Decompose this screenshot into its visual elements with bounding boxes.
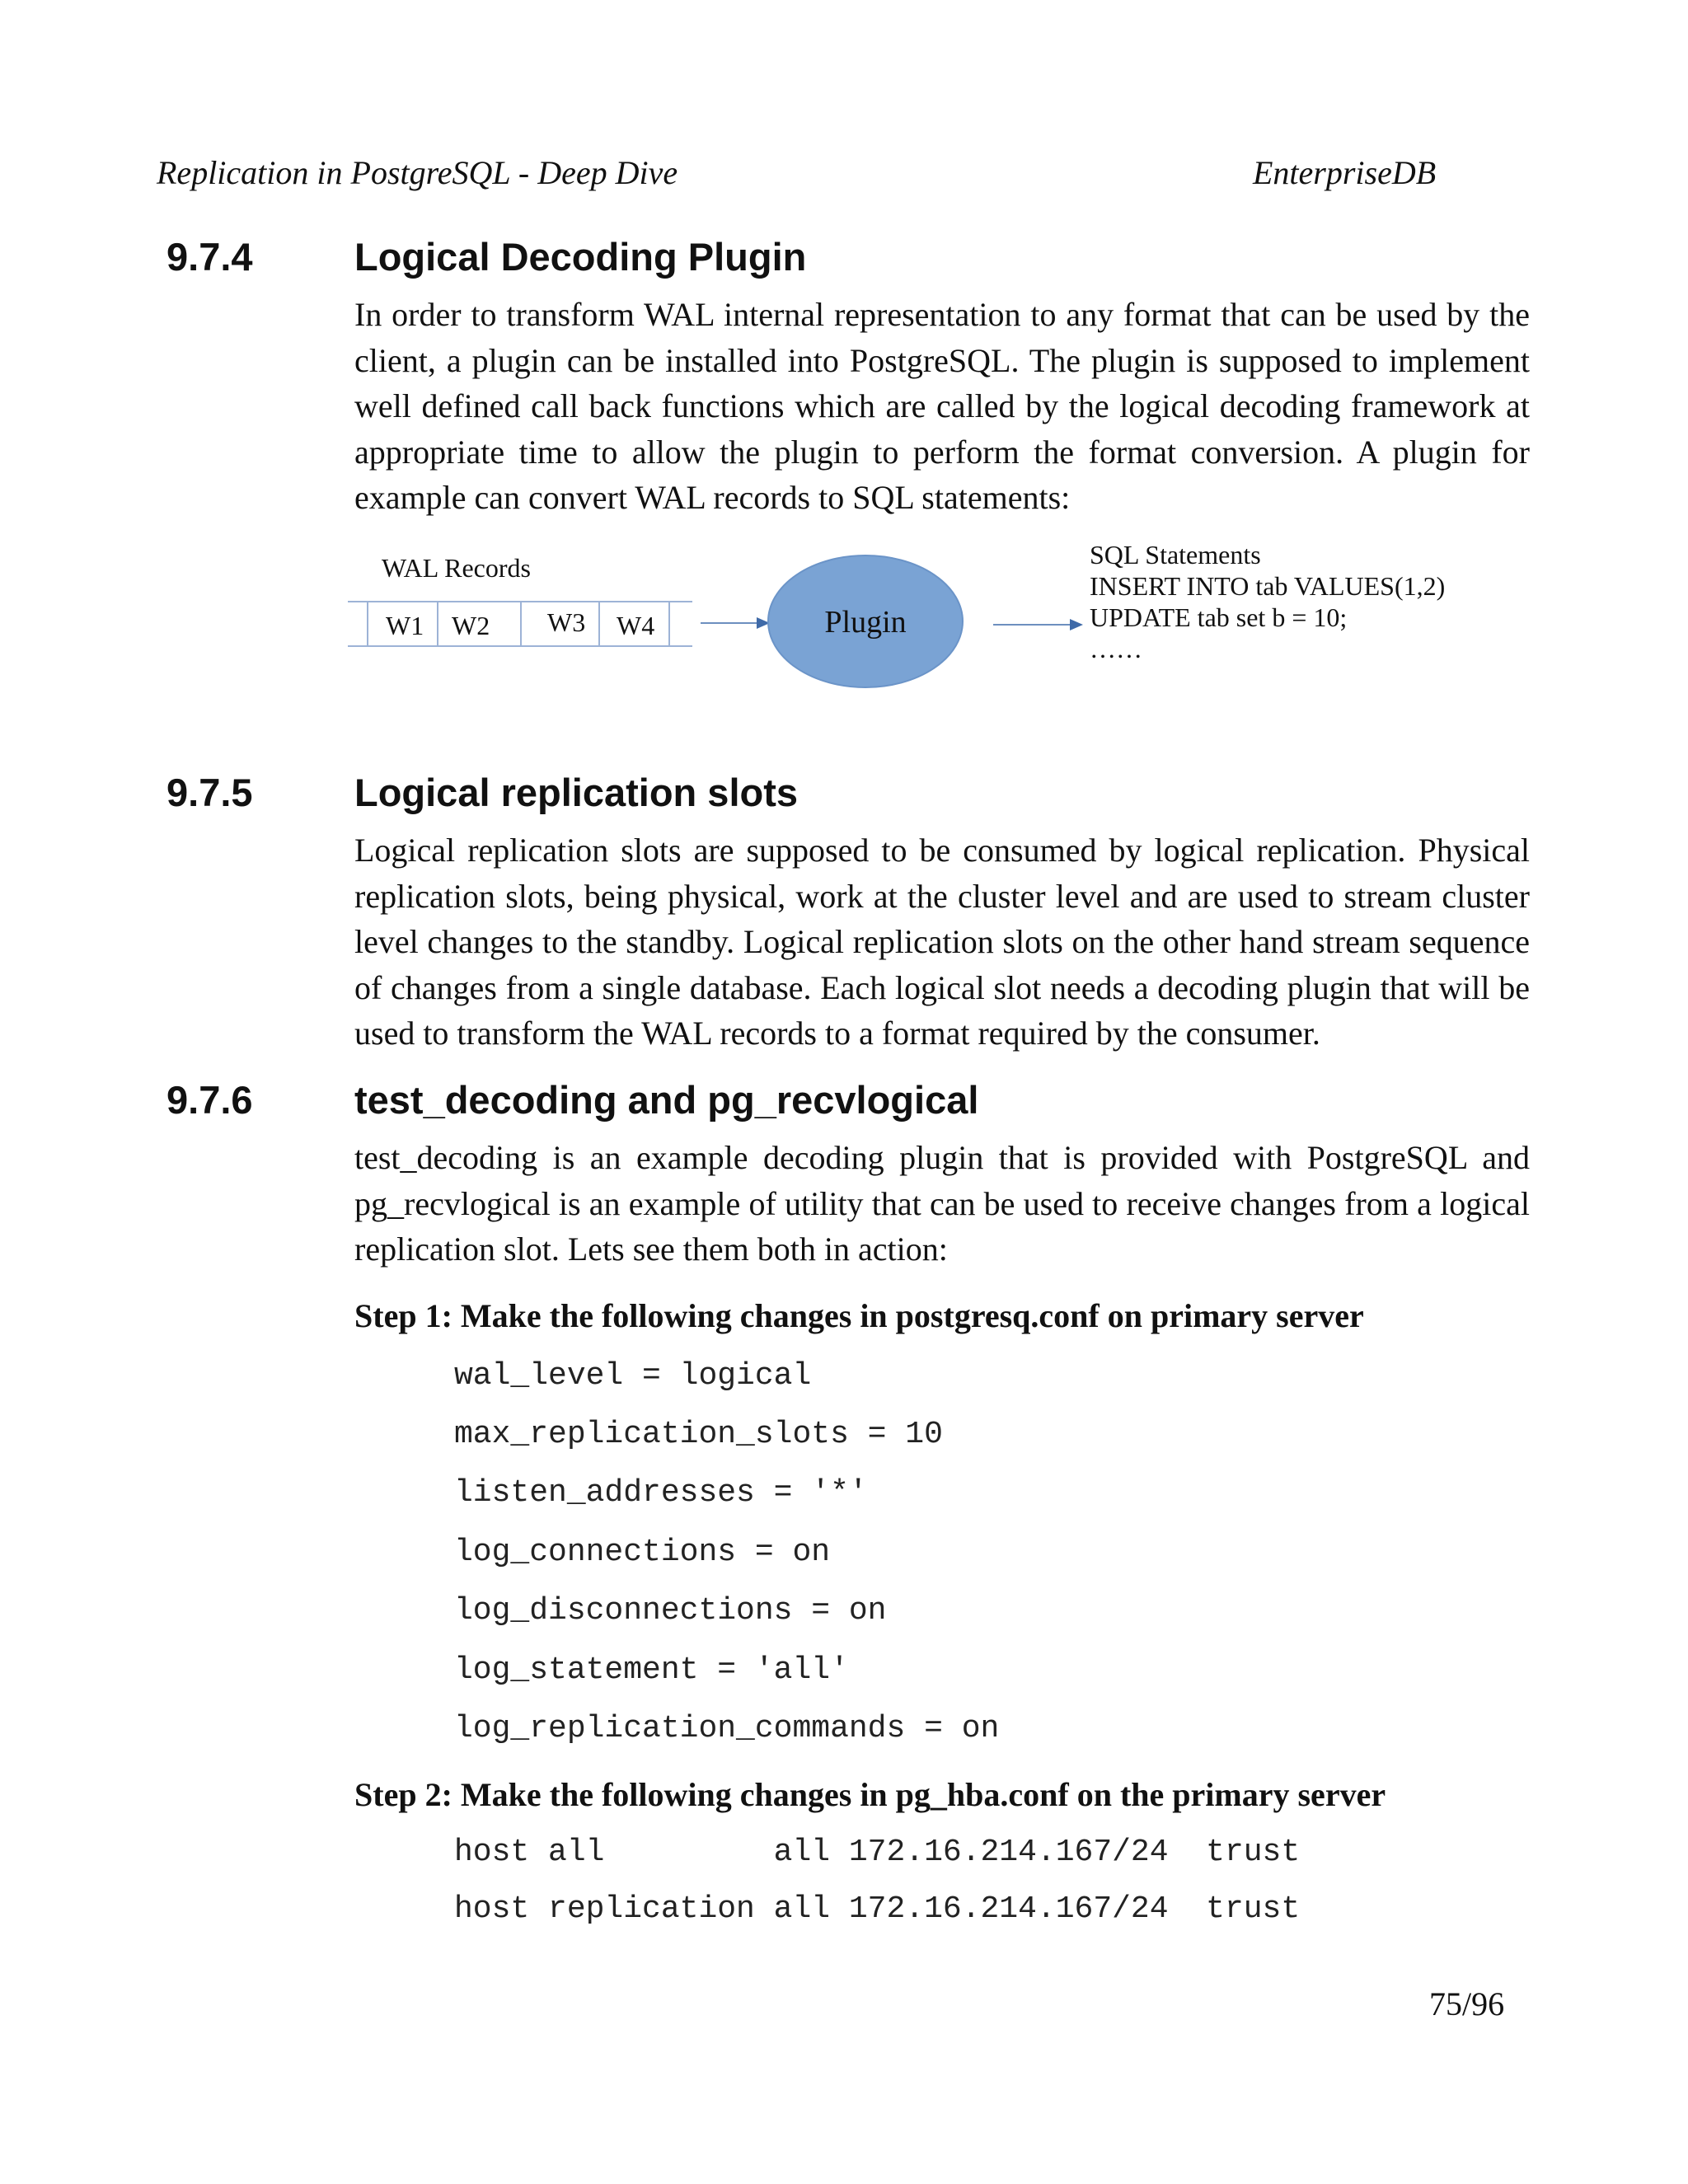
config-line: log_statement = 'all'	[454, 1652, 849, 1688]
config-line: listen_addresses = '*'	[454, 1475, 868, 1511]
wal-to-sql-diagram	[338, 536, 1492, 701]
sql-statements-line: UPDATE tab set b = 10;	[1090, 602, 1348, 632]
wal-cell: W3	[547, 607, 586, 637]
config-line: wal_level = logical	[454, 1358, 812, 1394]
step-heading: Step 2: Make the following changes in pg_hba.conf on the primary server	[354, 1776, 1386, 1813]
config-line: log_replication_commands = on	[454, 1711, 1000, 1746]
section-number: 9.7.4	[166, 235, 253, 279]
running-header-title: Replication in PostgreSQL - Deep Dive	[157, 154, 678, 191]
config-line: max_replication_slots = 10	[454, 1417, 943, 1452]
section-body: Logical replication slots are supposed to be consumed by logical replication. Physical replication slots, being physical, work at the cluster level and are used to stream cluster level changes to the standby. Logical replication slots on the other hand stream sequence of changes from a single database. Each logical slot needs a decoding plugin that will be used to transform the WAL records to a format required by the consumer.	[354, 832, 1530, 1052]
wal-cell: W4	[617, 611, 655, 640]
section-title: test_decoding and pg_recvlogical	[354, 1078, 979, 1122]
arrow-head-icon	[1070, 619, 1083, 630]
sql-statements-line: SQL Statements	[1090, 540, 1261, 569]
section-body: test_decoding is an example decoding plugin that is provided with PostgreSQL and pg_recvlogical is an example of utility that can be used to receive changes from a logical replication slot. Lets see them both in action:	[354, 1139, 1530, 1268]
section-title: Logical Decoding Plugin	[354, 235, 807, 279]
wal-cell: W2	[452, 611, 490, 640]
page-number: 75/96	[1429, 1985, 1505, 2022]
section-body: In order to transform WAL internal representation to any format that can be used by the client, a plugin can be installed into PostgreSQL. The plugin is supposed to implement well defined call back functions which are called by the logical decoding framework at appropriate time to allow the plugin to perform the format conversion. A plugin for example can convert WAL records to SQL statements:	[354, 296, 1530, 516]
hba-line: host all all 172.16.214.167/24 trust	[454, 1835, 1301, 1870]
step-heading: Step 1: Make the following changes in postgresq.conf on primary server	[354, 1297, 1364, 1334]
sql-statements-line: INSERT INTO tab VALUES(1,2)	[1090, 571, 1446, 601]
plugin-label: Plugin	[824, 605, 907, 640]
section-number: 9.7.5	[166, 771, 253, 814]
wal-cell: W1	[386, 611, 424, 640]
config-line: log_disconnections = on	[454, 1593, 887, 1629]
section-number: 9.7.6	[166, 1078, 253, 1122]
sql-statements-line: ……	[1090, 634, 1142, 663]
section-title: Logical replication slots	[354, 771, 798, 814]
hba-line: host replication all 172.16.214.167/24 trust	[454, 1891, 1301, 1927]
running-header-publisher: EnterpriseDB	[1253, 154, 1437, 191]
wal-records-label: WAL Records	[382, 553, 531, 583]
config-line: log_connections = on	[454, 1535, 831, 1570]
